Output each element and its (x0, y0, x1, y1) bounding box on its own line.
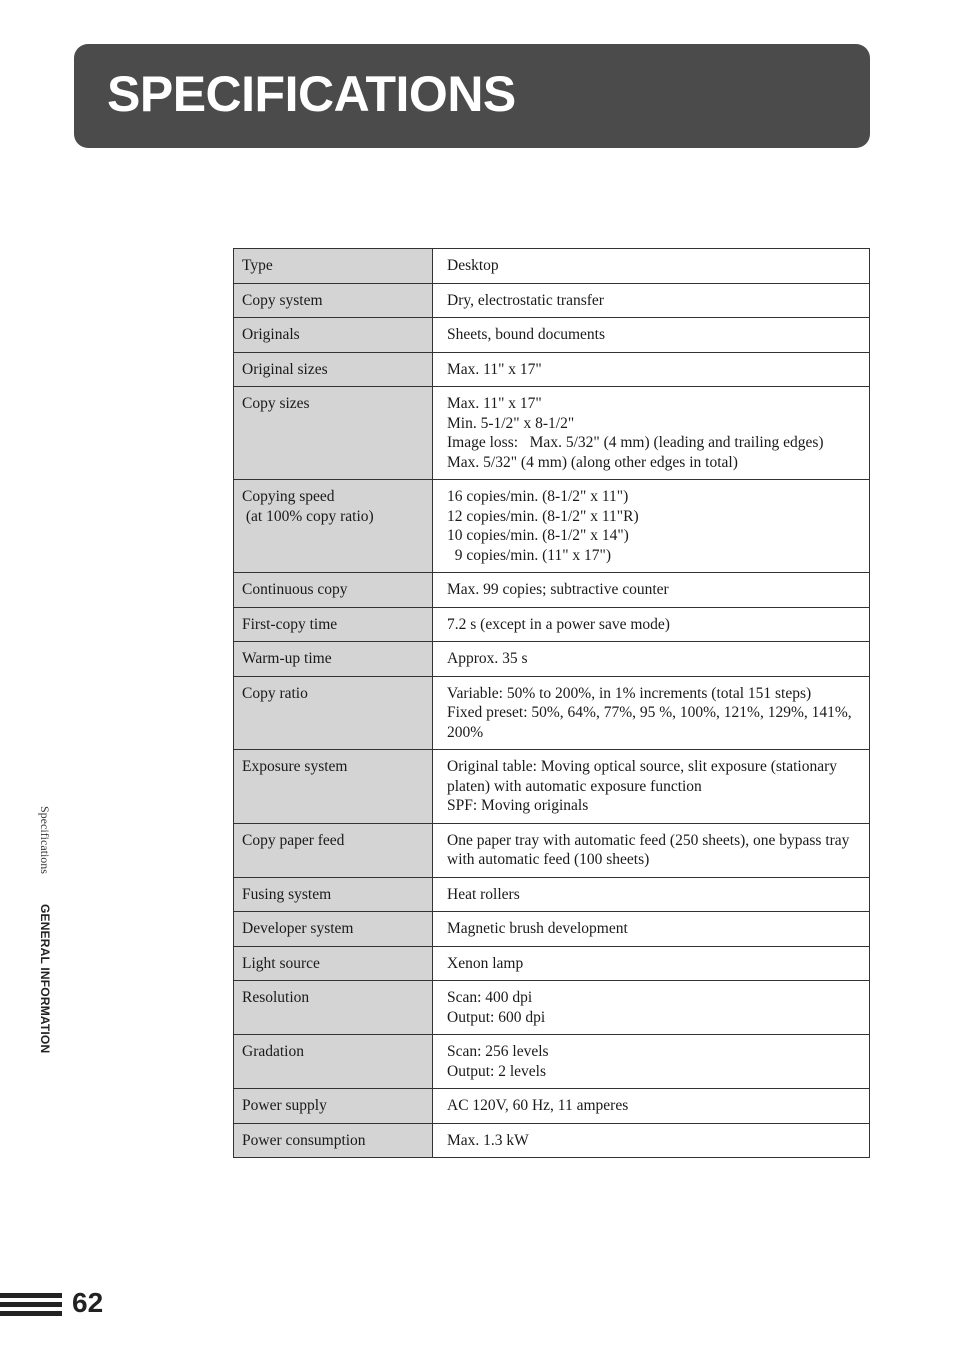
spec-label-cell (234, 318, 433, 353)
spec-row (234, 877, 870, 912)
spec-row (234, 642, 870, 677)
specifications-table-body (234, 249, 870, 1158)
spec-label-cell (234, 249, 433, 284)
spec-value-cell (433, 946, 870, 981)
spec-value: Variable: 50% to 200%, in 1% increments (total 151 steps) (447, 684, 812, 702)
spec-row (234, 823, 870, 877)
side-section-title: GENERAL INFORMATION (38, 903, 52, 1054)
page-bar (0, 1311, 62, 1316)
spec-value-cell (433, 480, 870, 573)
spec-value-cell (433, 1089, 870, 1124)
spec-value-cell (433, 352, 870, 387)
spec-row (234, 352, 870, 387)
spec-label: Copy ratio (242, 684, 308, 702)
spec-value-cell (433, 912, 870, 947)
spec-value: Max. 11" x 17" (447, 395, 542, 412)
side-section-label (36, 806, 54, 1053)
spec-label: Exposure system (242, 758, 348, 775)
spec-value: Output: 600 dpi (447, 1008, 546, 1026)
spec-value: Max. 99 copies; subtractive counter (447, 581, 669, 598)
side-subsection-label: Specifications (38, 806, 52, 874)
spec-value-cell (433, 750, 870, 824)
spec-value: AC 120V, 60 Hz, 11 amperes (447, 1097, 629, 1114)
spec-label: Fusing system (242, 885, 332, 903)
spec-label: Power consumption (242, 1131, 366, 1149)
spec-label: Copy sizes (242, 395, 310, 412)
spec-value: Scan: 256 levels (447, 1043, 549, 1060)
spec-label-cell (234, 607, 433, 642)
spec-value: Max. 5/32" (4 mm) (along other edges in total) (447, 453, 738, 471)
spec-value: Max. 11" x 17" (447, 360, 542, 378)
spec-value: Magnetic brush development (447, 920, 628, 937)
spec-value-cell (433, 318, 870, 353)
spec-label: Type (242, 257, 273, 274)
spec-label: Light source (242, 954, 320, 972)
spec-label: Originals (242, 326, 300, 343)
spec-label-cell (234, 981, 433, 1035)
spec-value: Desktop (447, 257, 499, 274)
page-number: 62 (72, 1287, 104, 1318)
spec-row (234, 387, 870, 480)
spec-label-cell (234, 676, 433, 750)
specifications-table (233, 248, 870, 1158)
spec-label: Continuous copy (242, 581, 348, 598)
spec-label: Developer system (242, 920, 354, 937)
spec-label: Copy paper feed (242, 831, 345, 849)
spec-value: SPF: Moving originals (447, 797, 589, 814)
spec-value: Min. 5-1/2" x 8-1/2" (447, 414, 575, 432)
spec-value: One paper tray with automatic feed (250 sheets), one bypass tray with automatic feed (100 sheets) (447, 831, 850, 868)
spec-value-cell (433, 823, 870, 877)
spec-label-cell (234, 1123, 433, 1158)
spec-row (234, 573, 870, 608)
spec-value: Xenon lamp (447, 954, 524, 972)
spec-label-cell (234, 1089, 433, 1124)
spec-value: 10 copies/min. (8-1/2" x 14") (447, 527, 629, 544)
spec-value-cell (433, 676, 870, 750)
spec-label: Original sizes (242, 360, 328, 378)
spec-row (234, 318, 870, 353)
spec-value: Fixed preset: 50%, 64%, 77%, 95 %, 100%, 121%, 129%, 141%, 200% (447, 704, 852, 741)
spec-label-cell (234, 352, 433, 387)
spec-value: 16 copies/min. (8-1/2" x 11") (447, 488, 629, 505)
spec-label: Gradation (242, 1043, 304, 1060)
spec-value: Sheets, bound documents (447, 326, 605, 343)
spec-value: Dry, electrostatic transfer (447, 291, 604, 309)
spec-label-cell (234, 283, 433, 318)
spec-label: Copying speed (242, 488, 335, 505)
spec-label: Power supply (242, 1097, 327, 1114)
spec-label-cell (234, 642, 433, 677)
spec-value-cell (433, 1123, 870, 1158)
spec-label-cell (234, 1035, 433, 1089)
spec-row (234, 607, 870, 642)
spec-row (234, 946, 870, 981)
spec-row (234, 750, 870, 824)
spec-label-cell (234, 877, 433, 912)
spec-value: Max. 1.3 kW (447, 1131, 529, 1149)
page-title: SPECIFICATIONS (107, 66, 516, 122)
spec-row (234, 1089, 870, 1124)
spec-label-cell (234, 387, 433, 480)
spec-value-cell (433, 981, 870, 1035)
page-bar (0, 1302, 62, 1307)
spec-value: Image loss: Max. 5/32" (4 mm) (leading and trailing edges) (447, 434, 824, 451)
spec-value-cell (433, 642, 870, 677)
spec-value-cell (433, 573, 870, 608)
spec-label-cell (234, 480, 433, 573)
spec-label-cell (234, 573, 433, 608)
spec-row (234, 912, 870, 947)
spec-label: Warm-up time (242, 650, 332, 667)
spec-value-cell (433, 607, 870, 642)
spec-label-cell (234, 912, 433, 947)
spec-row (234, 1123, 870, 1158)
spec-value-cell (433, 1035, 870, 1089)
page-number-bars (0, 1293, 62, 1320)
spec-value: Original table: Moving optical source, slit exposure (stationary platen) with automatic exposure function (447, 758, 837, 795)
spec-value-cell (433, 283, 870, 318)
spec-value-cell (433, 249, 870, 284)
spec-value: Approx. 35 s (447, 650, 528, 667)
spec-value: 12 copies/min. (8-1/2" x 11"R) (447, 507, 639, 525)
spec-value: 9 copies/min. (11" x 17") (447, 546, 612, 564)
spec-value-cell (433, 877, 870, 912)
spec-label-cell (234, 823, 433, 877)
spec-row (234, 676, 870, 750)
spec-row (234, 981, 870, 1035)
spec-value: 7.2 s (except in a power save mode) (447, 615, 670, 633)
spec-label: Copy system (242, 291, 323, 309)
spec-label-cell (234, 750, 433, 824)
spec-value: Scan: 400 dpi (447, 989, 533, 1006)
spec-label-cell (234, 946, 433, 981)
spec-value-cell (433, 387, 870, 480)
title-banner (74, 44, 870, 148)
spec-row (234, 480, 870, 573)
spec-value: Output: 2 levels (447, 1062, 547, 1080)
spec-label: (at 100% copy ratio) (242, 507, 374, 525)
spec-value: Heat rollers (447, 885, 520, 903)
page-bar (0, 1293, 62, 1298)
spec-row (234, 283, 870, 318)
spec-label: First-copy time (242, 615, 338, 633)
spec-label: Resolution (242, 989, 310, 1006)
spec-row (234, 249, 870, 284)
spec-row (234, 1035, 870, 1089)
